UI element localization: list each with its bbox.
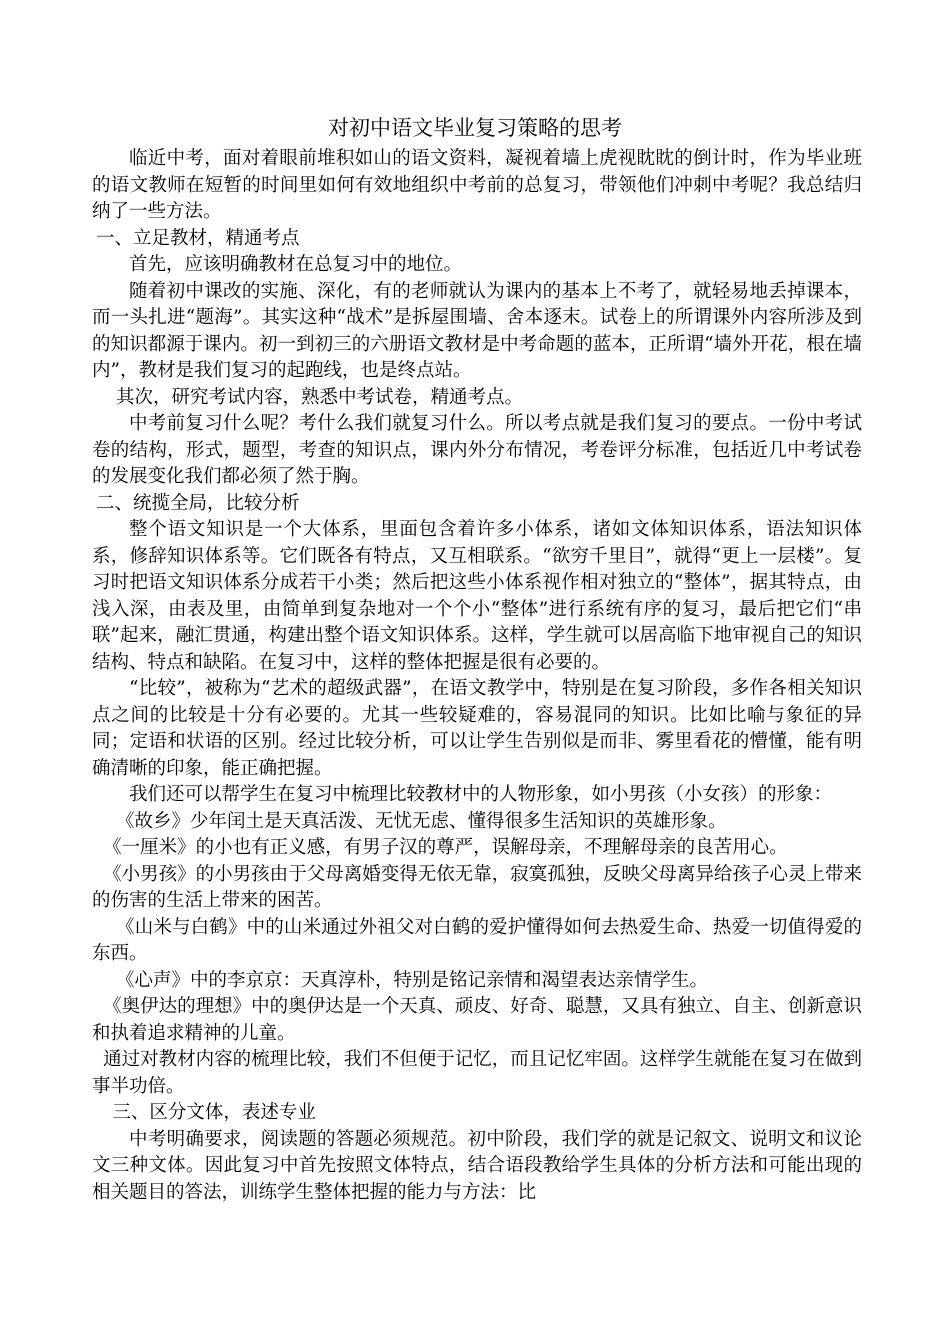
- paragraph: 其次，研究考试内容，熟悉中考试卷，精通考点。: [116, 386, 524, 408]
- paragraph: 中考前复习什么呢？考什么我们就复习什么。所以考点就是我们复习的要点。一份中考试卷的结构，形式，题型，考查的知识点，课内外分布情况，考卷评分标准，包括近几中考试卷的发展变化我们都必须了然于胸。: [92, 413, 862, 487]
- paragraph: 整个语文知识是一个大体系，里面包含着许多小体系，诸如文体知识体系，语法知识体系，修辞知识体系等。它们既各有特点，又互相联系。“欲穷千里目”，就得“更上一层楼”。复习时把语文知识体系分成若干小类；然后把这些小体系视作相对独立的“整体”，据其特点，由浅入深，由表及里，由简单到复杂地对一个个小“整体”进行系统有序的复习，最后把它们“串联”起来，融汇贯通，构建出整个语文知识体系。这样，学生就可以居高临下地审视自己的知识结构、特点和缺陷。在复习中，这样的整体把握是很有必要的。: [92, 519, 862, 673]
- document-title: 对初中语文毕业复习策略的思考: [328, 116, 622, 140]
- paragraph: 《故乡》少年闰土是天真活泼、无忧无虑、懂得很多生活知识的英雄形象。: [116, 810, 727, 832]
- paragraph: 临近中考，面对着眼前堆积如山的语文资料，凝视着墙上虎视眈眈的倒计时，作为毕业班的语文教师在短暂的时间里如何有效地组织中考前的总复习，带领他们冲刺中考呢？我总结归纳了一些方法。: [92, 148, 862, 222]
- paragraph: 《山米与白鹤》中的山米通过外祖父对白鹤的爱护懂得如何去热爱生命、热爱一切值得爱的东西。: [92, 916, 862, 964]
- paragraph: “比较”，被称为“艺术的超级武器”，在语文教学中，特别是在复习阶段，多作各相关知识点之间的比较是十分有必要的。尤其一些较疑难的，容易混同的知识。比如比喻与象征的异同；定语和状语的区别。经过比较分析，可以让学生告别似是而非、雾里看花的懵懂，能有明确清晰的印象，能正确把握。: [92, 678, 862, 779]
- paragraph: 通过对教材内容的梳理比较，我们不但便于记忆，而且记忆牢固。这样学生就能在复习在做到事半功倍。: [92, 1049, 862, 1097]
- section-heading: 二、统揽全局，比较分析: [96, 492, 300, 514]
- paragraph: 随着初中课改的实施、深化，有的老师就认为课内的基本上不考了，就轻易地丢掉课本，而一头扎进“题海”。其实这种“战术”是拆屋围墙、舍本逐末。试卷上的所谓课外内容所涉及到的知识都源于课内。初一到初三的六册语文教材是中考命题的蓝本，正所谓“墙外开花，根在墙内”，教材是我们复习的起跑线，也是终点站。: [92, 280, 862, 381]
- paragraph: 我们还可以帮学生在复习中梳理比较教材中的人物形象，如小男孩（小女孩）的形象：: [129, 784, 833, 805]
- section-heading: 一、立足教材，精通考点: [96, 227, 300, 249]
- paragraph: 《心声》中的李京京：天真淳朴，特别是铭记亲情和渴望表达亲情学生。: [116, 969, 709, 991]
- paragraph: 《一厘米》的小也有正义感，有男子汉的尊严，误解母亲，不理解母亲的良苦用心。: [103, 837, 788, 858]
- paragraph: 首先，应该明确教材在总复习中的地位。: [129, 254, 463, 275]
- paragraph: 中考明确要求，阅读题的答题必须规范。初中阶段，我们学的就是记叙文、说明文和议论文三种文体。因此复习中首先按照文体特点，结合语段教给学生具体的分析方法和可能出现的相关题目的答法，训练学生整体把握的能力与方法：比: [92, 1128, 862, 1203]
- paragraph: 《小男孩》的小男孩由于父母离婚变得无依无靠，寂寞孤独，反映父母离异给孩子心灵上带来的伤害的生活上带来的困苦。: [92, 863, 862, 911]
- document-body: [92, 146, 862, 1206]
- paragraph: 《奥伊达的理想》中的奥伊达是一个天真、顽皮、好奇、聪慧，又具有独立、自主、创新意识和执着追求精神的儿童。: [92, 996, 862, 1044]
- section-heading: 三、区分文体，表述专业: [112, 1102, 316, 1123]
